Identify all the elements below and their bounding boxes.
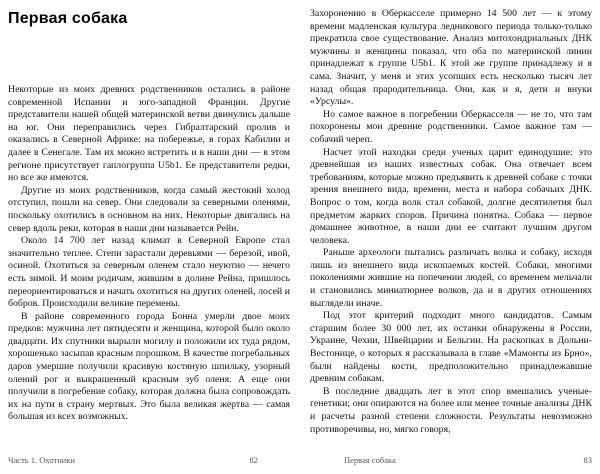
right-page: [310, 8, 592, 466]
left-page-text: [8, 84, 290, 424]
paragraph: Захоронению в Оберкасселе примерно 14 500 лет — к этому времени мадленская культура ледникового периода только-только прекратила свое существование. Анализ митохондриальных ДНК мужчины и женщины показал, что оба по материнской линии принадлежат к группе U5b1. К этой же группе принадлежу и я сама. Значит, у меня и этих усопших есть несколько тысяч лет назад общая прародительница. Они, как и я, дети и внуки «Урсулы».: [310, 8, 592, 108]
page-number-left: 82: [249, 455, 258, 465]
paragraph: Некоторые из моих древних родственников остались в районе современной Испании и юго-западной Франции. Другие представители нашей общей материнской ветви двинулись дальше на юг. Они переправились через Гибралтарский пролив и оказались в Северной Африке: на побережье, в горах Кабилии и далее в Сенегале. Там их можно встретить и в наши дни — в этом регионе присутствует гаплогруппа U5b1. Ее представители редки, но все же имеются.: [8, 84, 290, 184]
paragraph: Другие из моих родственников, когда самый жестокий холод отступил, пошли на север. Они следовали за северными оленями, поскольку охотились в основном на них. Некоторые двигались на север вдоль реки, которая в наши дни называется Рейн.: [8, 184, 290, 234]
left-page: [8, 8, 290, 466]
paragraph: В районе современного города Бонна умерли двое моих предков: мужчина лет пятидесяти и женщина, которой было около двадцати. Их спутники вырыли могилу и положили их туда рядом, хорошенько засыпав красным порошком. В качестве погребальных даров умершие получили красивую костяную шпильку, узорный олений рог и выкрашенный красным зуб оленя. А еще они получили в погребение собаку, которая должна была сопровождать их на пути в страну мертвых. Это была великая жертва — самая большая из всех возможных.: [8, 310, 290, 423]
paragraph: Около 14 700 лет назад климат в Северной Европе стал значительно теплее. Степи зарастали деревьями — березой, ивой, осиной. Охотиться за северным оленем стало неуютно — нечего есть зимой. И моим родичам, жившим в долине Рейна, пришлось переориентироваться и начать охотиться на других оленей, лосей и бобров. Происходили великие перемены.: [8, 235, 290, 310]
paragraph: Раньше археологи пытались различать волка и собаку, исходя лишь из внешнего вида ископаемых костей. Собаки, многими поколениями жившие на попечении людей, со временем мельчали и становились миниатюрнее волков, да и в других отношениях выглядели иначе.: [310, 247, 592, 309]
running-head-chapter: Первая собака: [344, 455, 396, 465]
paragraph: В последние двадцать лет в этот спор вмешались ученые-генетики; они опираются на более или менее точные анализы ДНК и расчеты разной степени сложности. Результаты невозможно противоречивы, но, мягко говоря,: [310, 385, 592, 435]
chapter-title: Первая собака: [8, 10, 128, 27]
right-page-footer: [310, 452, 592, 466]
left-page-footer: [8, 452, 290, 466]
running-head-section: Часть 1. Охотники: [8, 455, 75, 465]
paragraph: Под этот критерий подходит много кандидатов. Самым старшим более 30 000 лет, их останки обнаружены в России, Украине, Чехии, Швейцарии и Бельгии. На раскопках в Дольни-Вестонице, о которых я рассказывала в главе «Мамонты из Брно», были найдены кости, предположительно принадлежавшие древним собакам.: [310, 310, 592, 385]
page-number-right: 83: [583, 455, 592, 465]
paragraph: Насчет этой находки среди ученых царит единодушие: это древнейшая из наших известных собак. Она отвечает всем требованиям, которые можно предъявить к древней собаке с точки зрения внешнего вида, времени, места и набора собачьих ДНК. Вопрос о том, когда волк стал собакой, долгие десятилетия был предметом жарких споров. Причина понятна. Собака — первое домашнее животное, в наши дни ее считают лучшим другом человека.: [310, 146, 592, 246]
paragraph: Но самое важное в погребении Оберкасселя — не то, что там похоронены мои древние родственники. Самое важное там — собачий череп.: [310, 108, 592, 145]
right-page-text: [310, 8, 592, 436]
